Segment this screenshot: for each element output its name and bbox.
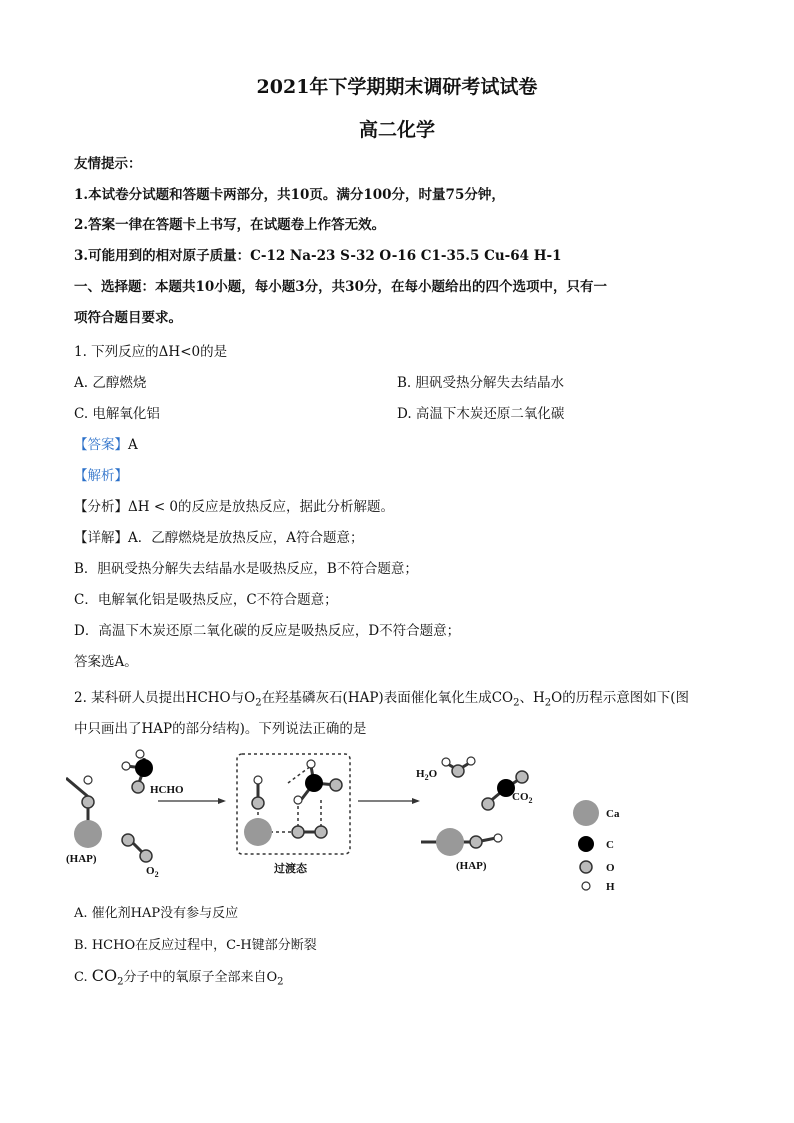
o2-label-main: O (146, 865, 155, 877)
q2-option-c (74, 966, 284, 988)
subscript: 2 (513, 697, 520, 709)
subscript: 2 (255, 697, 262, 709)
o2-label-sub: 2 (154, 870, 159, 879)
legend-label-ca: Ca (606, 808, 620, 820)
q2-option-b: B. HCHO在反应过程中，C-H键部分断裂 (74, 938, 317, 953)
section-heading-line1: 一、选择题：本题共10小题，每小题3分，共30分，在每小题给出的四个选项中，只有一 (74, 279, 607, 295)
legend-o-atom (580, 861, 592, 873)
legend-c-atom (578, 836, 594, 852)
o-atom (470, 836, 482, 848)
legend-h-atom (582, 882, 590, 890)
detail-tag: 【详解】 (74, 530, 128, 546)
o-atom (482, 798, 494, 810)
q1-conclusion: 答案选A。 (74, 654, 138, 670)
notice-item-3: 3.可能用到的相对原子质量：C-12 Na-23 S-32 O-16 C1-35.5 Cu-64 H-1 (74, 248, 562, 264)
q2-option-c-part2: 分子中的氧原子全部来自O (123, 970, 278, 985)
q1-detail-c: C．电解氧化铝是吸热反应，C不符合题意； (74, 592, 338, 608)
q1-option-c: C. 电解氧化铝 (74, 406, 160, 422)
h-atom (122, 762, 130, 770)
subscript: 2 (277, 976, 284, 988)
arrow-head (412, 798, 420, 804)
legend-label-c: C (606, 839, 614, 851)
o-atom (82, 796, 94, 808)
notice-item-2: 2.答案一律在答题卡上书写，在试题卷上作答无效。 (74, 217, 386, 233)
h-atom (294, 796, 302, 804)
q2-stem-part3: 、H (519, 690, 545, 706)
h2o-label-h: H (416, 768, 425, 780)
q2-stem-line1 (74, 686, 689, 709)
h-atom (307, 760, 315, 768)
answer-tag: 【答案】 (74, 437, 128, 453)
co2-label-sub: 2 (528, 796, 533, 805)
o-atom (315, 826, 327, 838)
legend-label-h: H (606, 881, 615, 893)
subscript: 2 (117, 976, 124, 988)
o-atom (292, 826, 304, 838)
notice-item-1: 1.本试卷分试题和答题卡两部分，共10页。满分100分，时量75分钟， (74, 187, 505, 203)
h2o-label-sub: 2 (424, 773, 429, 782)
ca-atom (74, 820, 102, 848)
q1-fenxi (74, 495, 394, 515)
hap-label-2: (HAP) (456, 860, 487, 872)
reaction-mechanism-diagram (66, 748, 666, 898)
q1-option-a: A. 乙醇燃烧 (74, 375, 147, 391)
ca-atom (436, 828, 464, 856)
h-atom (254, 776, 262, 784)
arrow-head (218, 798, 226, 804)
o-atom (516, 771, 528, 783)
q2-stem-line2: 中只画出了HAP的部分结构)。下列说法正确的是 (74, 721, 367, 737)
q2-stem-part1: 2. 某科研人员提出HCHO与O (74, 690, 256, 706)
hap-label: (HAP) (66, 853, 97, 865)
o-atom (452, 765, 464, 777)
c-atom (305, 774, 323, 792)
q1-answer (74, 433, 138, 453)
fenxi-text: ΔH < 0的反应是放热反应，据此分析解题。 (128, 499, 395, 515)
fenxi-tag: 【分析】 (74, 499, 128, 515)
answer-value: A (128, 437, 138, 453)
q1-option-b: B. 胆矾受热分解失去结晶水 (397, 375, 565, 391)
legend-ca-atom (573, 800, 599, 826)
h-atom (442, 758, 450, 766)
h2o-label (416, 768, 438, 782)
hcho-label: HCHO (150, 784, 184, 796)
q2-option-c-part1: C. (74, 970, 92, 985)
co2-label-main: CO (512, 791, 529, 803)
page-title: 2021年下学期期末调研考试试卷 (256, 76, 538, 98)
co2-label (512, 791, 533, 805)
q1-detail-a (74, 526, 364, 546)
analysis-tag: 【解析】 (74, 468, 128, 484)
o-atom (140, 850, 152, 862)
q2-option-c-co: CO (91, 966, 118, 985)
q2-option-a: A. 催化剂HAP没有参与反应 (74, 906, 239, 921)
h-atom (494, 834, 502, 842)
q1-analysis-tag (74, 464, 128, 484)
ca-atom (244, 818, 272, 846)
o-atom (330, 779, 342, 791)
legend-label-o: O (606, 862, 615, 874)
transition-state-label: 过渡态 (274, 863, 307, 875)
h-atom (467, 757, 475, 765)
section-heading-line2: 项符合题目要求。 (74, 310, 182, 326)
h-atom (84, 776, 92, 784)
o2-label (146, 865, 159, 879)
q1-stem: 1. 下列反应的ΔH<0的是 (74, 344, 228, 360)
o-atom (252, 797, 264, 809)
subscript: 2 (544, 697, 552, 709)
o-atom (132, 781, 144, 793)
page-subtitle: 高二化学 (358, 119, 435, 141)
q1-detail-b: B．胆矾受热分解失去结晶水是吸热反应，B不符合题意； (74, 561, 418, 577)
h-atom (136, 750, 144, 758)
detail-a-text: A．乙醇燃烧是放热反应，A符合题意； (128, 530, 364, 546)
q1-option-d: D. 高温下木炭还原二氧化碳 (397, 406, 565, 422)
h2o-label-o: O (428, 768, 438, 780)
q2-stem-part4: O的历程示意图如下(图 (551, 690, 689, 706)
notice-heading: 友情提示： (74, 156, 142, 172)
c-atom (135, 759, 153, 777)
q1-detail-d: D．高温下木炭还原二氧化碳的反应是吸热反应，D不符合题意； (74, 623, 461, 639)
q2-stem-part2: 在羟基磷灰石(HAP)表面催化氧化生成CO (261, 690, 514, 706)
o-atom (122, 834, 134, 846)
